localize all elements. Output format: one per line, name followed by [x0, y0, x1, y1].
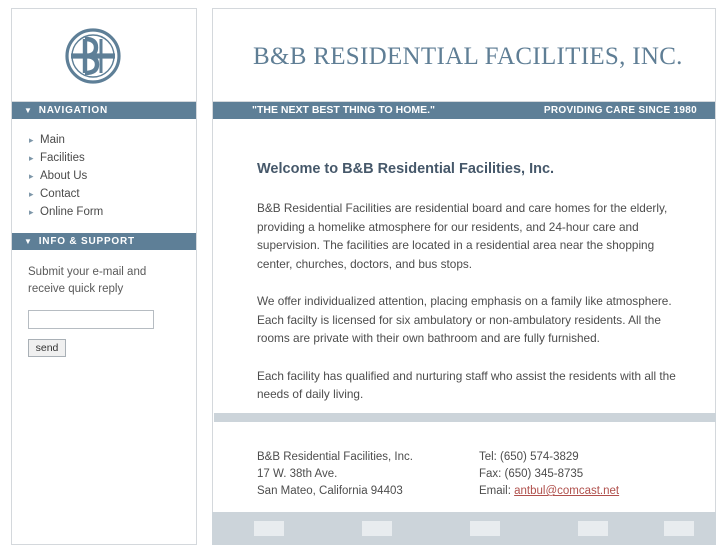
info-support-header-label: INFO & SUPPORT [38, 236, 135, 247]
chevron-right-icon: ▸ [29, 207, 34, 217]
info-support-body [12, 250, 196, 357]
sidebar-item-label: About Us [40, 170, 88, 182]
chevron-right-icon: ▸ [29, 171, 34, 181]
sidebar [11, 8, 197, 538]
footer-bar-segment [578, 521, 608, 536]
footer-bar [212, 512, 716, 545]
sidebar-item-label: Main [40, 134, 65, 146]
chevron-down-icon: ▼ [24, 237, 33, 246]
footer-tel: Tel: (650) 574-3829 [478, 451, 579, 463]
send-button[interactable]: send [28, 339, 66, 357]
tagline-text: "THE NEXT BEST THING TO HOME." [252, 104, 436, 116]
email-input[interactable] [28, 310, 154, 329]
footer-email-row [413, 483, 619, 500]
chevron-down-icon: ▼ [24, 106, 33, 115]
footer-contact [257, 449, 687, 500]
content-divider [214, 413, 716, 422]
site-banner [213, 9, 715, 102]
email-link[interactable]: antbul@comcast.net [514, 485, 620, 497]
chevron-right-icon: ▸ [29, 135, 34, 145]
info-support-header[interactable] [12, 233, 196, 250]
footer-company: B&B Residential Facilities, Inc. [257, 451, 413, 463]
footer-bar-segment [254, 521, 284, 536]
page-title: Welcome to B&B Residential Facilities, Inc. [257, 161, 555, 177]
sidebar-item-online-form[interactable] [12, 203, 196, 221]
paragraph-2: We offer individualized attention, placing emphasis on a family like atmosphere. Each facilty is licensed for six ambulatory or non-ambulatory residents. All the rooms are private with their own bathroom and are fully furnished. [257, 294, 672, 345]
footer-bar-segment [470, 521, 500, 536]
site-title: B&B RESIDENTIAL FACILITIES, INC. [253, 43, 683, 70]
main-panel [212, 8, 716, 538]
footer-email-label: Email: [478, 485, 511, 497]
paragraph-3: Each facility has qualified and nurturing staff who assist the residents with all the needs of daily living. [257, 368, 676, 401]
navigation-header[interactable] [12, 102, 196, 119]
main-content [213, 119, 715, 404]
sidebar-item-facilities[interactable] [12, 149, 196, 167]
sidebar-item-main[interactable] [12, 131, 196, 149]
footer-address-1: 17 W. 38th Ave. [257, 468, 338, 480]
sidebar-item-about-us[interactable] [12, 167, 196, 185]
footer-address-2: San Mateo, California 94403 [257, 485, 403, 497]
sidebar-bottom-spacer [11, 512, 197, 545]
support-instructions: Submit your e-mail and receive quick reply [28, 266, 147, 295]
logo-container [12, 9, 196, 102]
sidebar-item-contact[interactable] [12, 185, 196, 203]
paragraph-1: B&B Residential Facilities are residential board and care homes for the elderly, providing a homelike atmosphere for our residents, and 24-hour care and supervision. The facilities are located in a residential area near the shopping center, churches, doctors, and bus stops. [257, 201, 668, 271]
footer-bar-segment [362, 521, 392, 536]
bb-monogram-logo-icon [64, 27, 122, 85]
sidebar-item-label: Facilities [40, 152, 85, 164]
since-text: PROVIDING CARE SINCE 1980 [543, 105, 697, 116]
footer-fax: Fax: (650) 345-8735 [478, 468, 584, 480]
navigation-header-label: NAVIGATION [38, 105, 109, 116]
sidebar-item-label: Contact [40, 188, 80, 200]
chevron-right-icon: ▸ [29, 189, 34, 199]
chevron-right-icon: ▸ [29, 153, 34, 163]
sidebar-item-label: Online Form [40, 206, 104, 218]
navigation-list [12, 119, 196, 233]
footer-bar-segment [664, 521, 694, 536]
tagline-bar [213, 102, 715, 119]
